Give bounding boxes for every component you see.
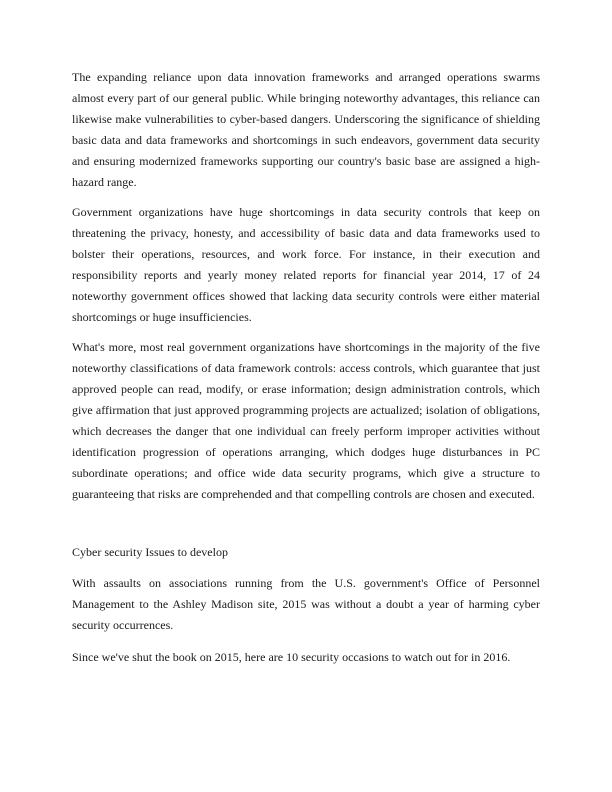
paragraph-assaults: With assaults on associations running from the U.S. government's Office of Personnel Management to the Ashley Madison site, 2015 was without a doubt a year of harming cyber security occurrences. [72,576,540,632]
paragraph-reliance: The expanding reliance upon data innovation frameworks and arranged operations swarms almost every part of our general public. While bringing noteworthy advantages, this reliance can likewise make vulnerabilities to cyber-based dangers. Underscoring the significance of shielding basic data and data frameworks and shortcomings in such endeavors, government data security and ensuring modernized frameworks supporting our country's basic base are assigned a high-hazard range. [72,70,540,189]
document-page [72,67,540,677]
paragraph-controls: What's more, most real government organizations have shortcomings in the majority of the five noteworthy classifications of data framework controls: access controls, which guarantee that just approved people can read, modify, or erase information; design administration controls, which give affirmation that just approved programming projects are actualized; isolation of obligations, which decreases the danger that one individual can freely perform improper activities without identification progression of operations arranging, which dodges huge disturbances in PC subordinate operations; and office wide data security programs, which give a structure to guaranteeing that risks are comprehended and that compelling controls are chosen and executed. [72,340,540,501]
section-heading: Cyber security Issues to develop [72,545,228,559]
paragraph-shortcomings: Government organizations have huge shortcomings in data security controls that keep on threatening the privacy, honesty, and accessibility of basic data and data frameworks used to bolster their operations, resources, and work force. For instance, in their execution and responsibility reports and yearly money related reports for financial year 2014, 17 of 24 noteworthy government offices showed that lacking data security controls were either material shortcomings or huge insufficiencies. [72,205,540,324]
paragraph-2016: Since we've shut the book on 2015, here are 10 security occasions to watch out for in 2016. [72,650,511,664]
